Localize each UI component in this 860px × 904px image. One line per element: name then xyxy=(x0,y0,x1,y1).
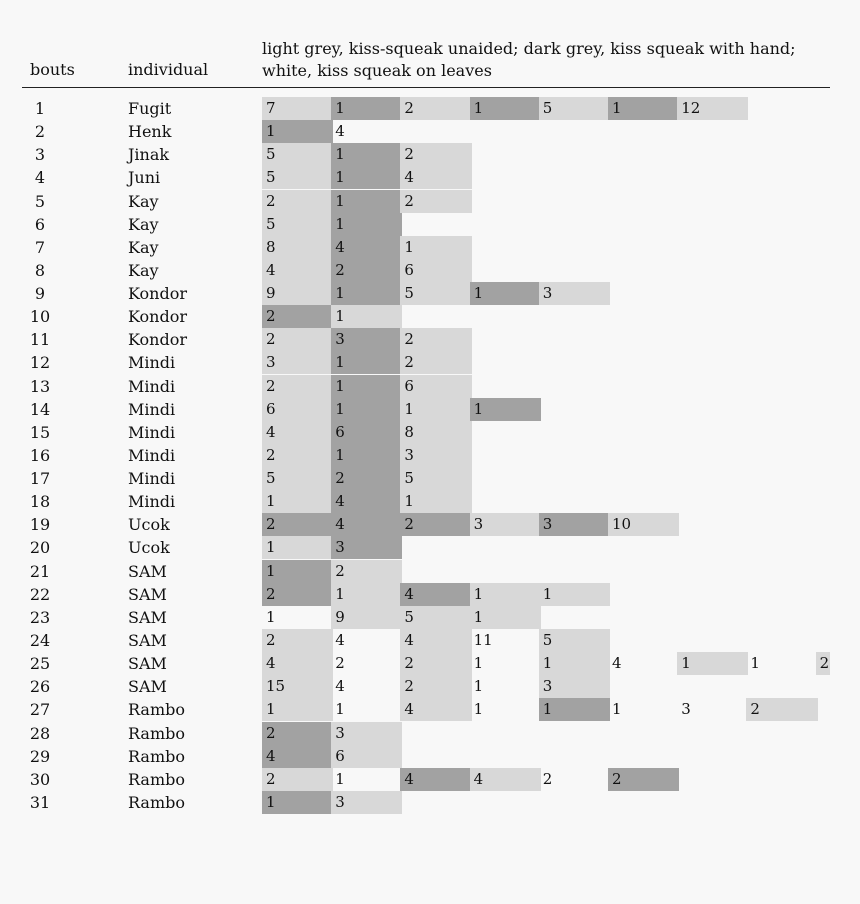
bout-cell: 1 xyxy=(331,398,402,421)
bout-cell: 8 xyxy=(262,236,333,259)
bout-cell: 5 xyxy=(400,606,471,629)
bout-cell: 1 xyxy=(400,398,471,421)
individual-name: Rambo xyxy=(128,792,185,812)
bout-number: 12 xyxy=(29,353,51,373)
bout-cell: 2 xyxy=(816,652,830,675)
individual-name: Kondor xyxy=(128,330,187,350)
bout-cell: 2 xyxy=(262,629,333,652)
bout-number: 17 xyxy=(29,469,51,489)
bout-cell: 7 xyxy=(262,97,333,120)
bout-cell: 4 xyxy=(331,513,402,536)
bout-number: 24 xyxy=(29,630,51,650)
bout-number: 18 xyxy=(29,492,51,512)
bout-cell: 5 xyxy=(539,97,610,120)
individual-name: Kay xyxy=(128,191,159,211)
individual-name: Mindi xyxy=(128,353,176,373)
individual-name: Mindi xyxy=(128,376,176,396)
bout-cell: 5 xyxy=(539,629,610,652)
bout-cell: 2 xyxy=(262,190,333,213)
bout-cell: 5 xyxy=(262,166,333,189)
bout-cell: 1 xyxy=(331,143,402,166)
table-row xyxy=(0,698,860,721)
header-bouts: bouts xyxy=(30,60,75,79)
bout-cell: 3 xyxy=(539,675,610,698)
individual-name: Juni xyxy=(128,168,161,188)
bout-cell: 5 xyxy=(400,467,471,490)
bout-cell: 1 xyxy=(612,700,622,719)
table-row xyxy=(0,421,860,444)
individual-name: Rambo xyxy=(128,700,185,720)
bout-cell: 4 xyxy=(262,652,333,675)
bout-cell: 2 xyxy=(400,143,471,166)
bout-number: 25 xyxy=(29,654,51,674)
bout-cell: 1 xyxy=(331,213,402,236)
individual-name: SAM xyxy=(128,654,167,674)
table-row xyxy=(0,398,860,421)
bout-number: 31 xyxy=(29,792,51,812)
table-row xyxy=(0,236,860,259)
bout-cell: 15 xyxy=(262,675,333,698)
table-row xyxy=(0,120,860,143)
bout-cell: 1 xyxy=(473,654,484,673)
bout-cell: 6 xyxy=(262,398,333,421)
bout-cell: 2 xyxy=(400,513,471,536)
table-row xyxy=(0,213,860,236)
bout-cell: 1 xyxy=(331,305,402,328)
bout-cell: 6 xyxy=(331,745,402,768)
bout-cell: 4 xyxy=(335,630,345,649)
bout-number: 10 xyxy=(29,307,51,327)
bout-cell: 3 xyxy=(539,282,610,305)
bout-number: 6 xyxy=(34,214,46,234)
bout-cell: 1 xyxy=(266,607,276,626)
table-row xyxy=(0,560,860,583)
bout-cell: 2 xyxy=(262,328,333,351)
bout-cell: 6 xyxy=(400,375,471,398)
bout-number: 7 xyxy=(34,237,46,257)
bout-cell: 2 xyxy=(542,769,553,788)
bout-cell: 3 xyxy=(262,351,333,374)
bout-number: 3 xyxy=(34,145,46,165)
bout-cell: 4 xyxy=(400,629,471,652)
individual-name: SAM xyxy=(128,677,167,697)
table-row xyxy=(0,351,860,374)
bout-cell: 6 xyxy=(331,421,402,444)
bout-number: 16 xyxy=(29,445,51,465)
bout-cell: 4 xyxy=(400,166,471,189)
bout-cell: 4 xyxy=(331,490,402,513)
individual-name: Rambo xyxy=(128,746,185,766)
table-row xyxy=(0,675,860,698)
bout-cell: 1 xyxy=(400,490,471,513)
bout-number: 9 xyxy=(34,284,46,304)
bout-cell: 11 xyxy=(473,630,493,649)
individual-name: Kondor xyxy=(128,284,187,304)
bout-cell: 1 xyxy=(539,583,610,606)
bout-cell: 1 xyxy=(331,583,402,606)
individual-name: SAM xyxy=(128,584,167,604)
individual-name: Mindi xyxy=(128,399,176,419)
bout-number: 22 xyxy=(29,584,51,604)
bout-cell: 1 xyxy=(262,560,333,583)
bout-cell: 2 xyxy=(331,259,402,282)
bout-cell: 4 xyxy=(470,768,541,791)
table-row xyxy=(0,791,860,814)
bout-number: 20 xyxy=(29,538,51,558)
individual-name: Mindi xyxy=(128,422,176,442)
table-row xyxy=(0,490,860,513)
bout-cell: 1 xyxy=(331,97,402,120)
bout-cell: 1 xyxy=(473,700,484,719)
bout-cell: 4 xyxy=(335,122,345,141)
bout-cell: 2 xyxy=(400,675,471,698)
bout-cell: 1 xyxy=(262,536,333,559)
bout-cell: 1 xyxy=(335,700,345,719)
bout-cell: 4 xyxy=(400,583,471,606)
bout-number: 14 xyxy=(29,399,51,419)
bout-cell: 1 xyxy=(331,351,402,374)
table-row xyxy=(0,513,860,536)
bout-cell: 1 xyxy=(677,652,748,675)
bout-cell: 1 xyxy=(400,236,471,259)
bout-cell: 12 xyxy=(677,97,748,120)
bout-cell: 3 xyxy=(331,791,402,814)
bout-cell: 4 xyxy=(262,421,333,444)
bout-cell: 1 xyxy=(331,375,402,398)
table-row xyxy=(0,259,860,282)
bout-cell: 8 xyxy=(400,421,471,444)
bout-cell: 1 xyxy=(331,444,402,467)
bout-cell: 1 xyxy=(539,698,610,721)
table-row xyxy=(0,583,860,606)
bout-cell: 1 xyxy=(473,677,484,696)
bout-cell: 2 xyxy=(400,328,471,351)
bout-cell: 2 xyxy=(262,444,333,467)
table-row xyxy=(0,97,860,120)
legend-line-2: white, kiss squeak on leaves xyxy=(262,61,492,80)
bout-cell: 1 xyxy=(470,282,541,305)
header-legend xyxy=(262,38,842,82)
bout-cell: 1 xyxy=(262,698,333,721)
individual-name: Ucok xyxy=(128,515,170,535)
bout-number: 26 xyxy=(29,677,51,697)
legend-line-1: light grey, kiss-squeak unaided; dark grey, kiss squeak with hand; xyxy=(262,39,796,58)
bout-cell: 2 xyxy=(400,97,471,120)
bout-number: 19 xyxy=(29,515,51,535)
table-row xyxy=(0,722,860,745)
individual-name: Kay xyxy=(128,260,159,280)
bout-cell: 1 xyxy=(470,398,541,421)
bout-cell: 1 xyxy=(262,120,333,143)
bout-cell: 1 xyxy=(331,282,402,305)
bout-cell: 1 xyxy=(470,583,541,606)
bout-cell: 2 xyxy=(400,190,471,213)
bout-number: 8 xyxy=(34,260,46,280)
bout-number: 21 xyxy=(29,561,51,581)
bout-cell: 1 xyxy=(470,606,541,629)
bout-number: 4 xyxy=(34,168,46,188)
bout-cell: 3 xyxy=(331,536,402,559)
individual-name: Ucok xyxy=(128,538,170,558)
table-row xyxy=(0,444,860,467)
table-row xyxy=(0,652,860,675)
bout-cell: 1 xyxy=(608,97,679,120)
bout-cell: 4 xyxy=(262,745,333,768)
bout-cell: 2 xyxy=(331,467,402,490)
bout-cell: 4 xyxy=(400,768,471,791)
bout-cell: 2 xyxy=(262,768,333,791)
table-row xyxy=(0,166,860,189)
bout-cell: 2 xyxy=(262,513,333,536)
individual-name: Henk xyxy=(128,122,172,142)
bout-cell: 1 xyxy=(335,769,345,788)
bout-cell: 4 xyxy=(612,654,622,673)
table-row xyxy=(0,328,860,351)
individual-name: Jinak xyxy=(128,145,170,165)
header-individual: individual xyxy=(128,60,209,79)
bout-cell: 2 xyxy=(331,560,402,583)
individual-name: SAM xyxy=(128,630,167,650)
bout-cell: 6 xyxy=(400,259,471,282)
bout-cell: 5 xyxy=(262,213,333,236)
bout-cell: 9 xyxy=(331,606,402,629)
bout-number: 27 xyxy=(29,700,51,720)
bout-cell: 3 xyxy=(470,513,541,536)
bout-cell: 1 xyxy=(331,166,402,189)
bout-cell: 1 xyxy=(539,652,610,675)
bout-cell: 3 xyxy=(539,513,610,536)
bout-cell: 10 xyxy=(608,513,679,536)
individual-name: SAM xyxy=(128,607,167,627)
bout-number: 11 xyxy=(29,330,51,350)
bout-cell: 1 xyxy=(750,654,760,673)
bout-number: 13 xyxy=(29,376,51,396)
bout-cell: 2 xyxy=(400,652,471,675)
bout-number: 1 xyxy=(34,99,46,118)
bout-cell: 1 xyxy=(262,490,333,513)
table-row xyxy=(0,629,860,652)
table-row xyxy=(0,190,860,213)
bout-cell: 4 xyxy=(400,698,471,721)
bout-cell: 4 xyxy=(262,259,333,282)
individual-name: SAM xyxy=(128,561,167,581)
bout-cell: 5 xyxy=(262,143,333,166)
bout-cell: 2 xyxy=(262,375,333,398)
bout-cell: 3 xyxy=(331,722,402,745)
bout-cell: 3 xyxy=(681,700,691,719)
bout-cell: 2 xyxy=(262,305,333,328)
bout-cell: 2 xyxy=(608,768,679,791)
bout-number: 5 xyxy=(34,191,46,211)
bout-cell: 2 xyxy=(262,722,333,745)
bout-number: 30 xyxy=(29,769,51,789)
bout-cell: 4 xyxy=(335,677,345,696)
bout-number: 29 xyxy=(29,746,51,766)
bout-cell: 2 xyxy=(400,351,471,374)
table-row xyxy=(0,606,860,629)
individual-name: Mindi xyxy=(128,492,176,512)
table-row xyxy=(0,305,860,328)
header-rule xyxy=(22,87,830,88)
bout-number: 2 xyxy=(34,122,46,142)
individual-name: Rambo xyxy=(128,723,185,743)
bout-cell: 3 xyxy=(331,328,402,351)
table-row xyxy=(0,467,860,490)
bout-cell: 2 xyxy=(262,583,333,606)
table-row xyxy=(0,143,860,166)
bout-cell: 2 xyxy=(335,654,345,673)
table-row xyxy=(0,768,860,791)
individual-name: Mindi xyxy=(128,445,176,465)
bout-cell: 9 xyxy=(262,282,333,305)
individual-name: Kay xyxy=(128,214,159,234)
table-row xyxy=(0,375,860,398)
table-row xyxy=(0,282,860,305)
bout-cell: 4 xyxy=(331,236,402,259)
bout-cell: 1 xyxy=(470,97,541,120)
bout-cell: 1 xyxy=(262,791,333,814)
bout-cell: 3 xyxy=(400,444,471,467)
individual-name: Fugit xyxy=(128,99,172,118)
bout-number: 23 xyxy=(29,607,51,627)
table-row xyxy=(0,536,860,559)
bout-cell: 2 xyxy=(746,698,817,721)
bout-cell: 5 xyxy=(262,467,333,490)
individual-name: Kay xyxy=(128,237,159,257)
individual-name: Mindi xyxy=(128,469,176,489)
bout-cell: 5 xyxy=(400,282,471,305)
individual-name: Kondor xyxy=(128,307,187,327)
table-row xyxy=(0,745,860,768)
bout-cell: 1 xyxy=(331,190,402,213)
individual-name: Rambo xyxy=(128,769,185,789)
bout-number: 28 xyxy=(29,723,51,743)
bout-number: 15 xyxy=(29,422,51,442)
